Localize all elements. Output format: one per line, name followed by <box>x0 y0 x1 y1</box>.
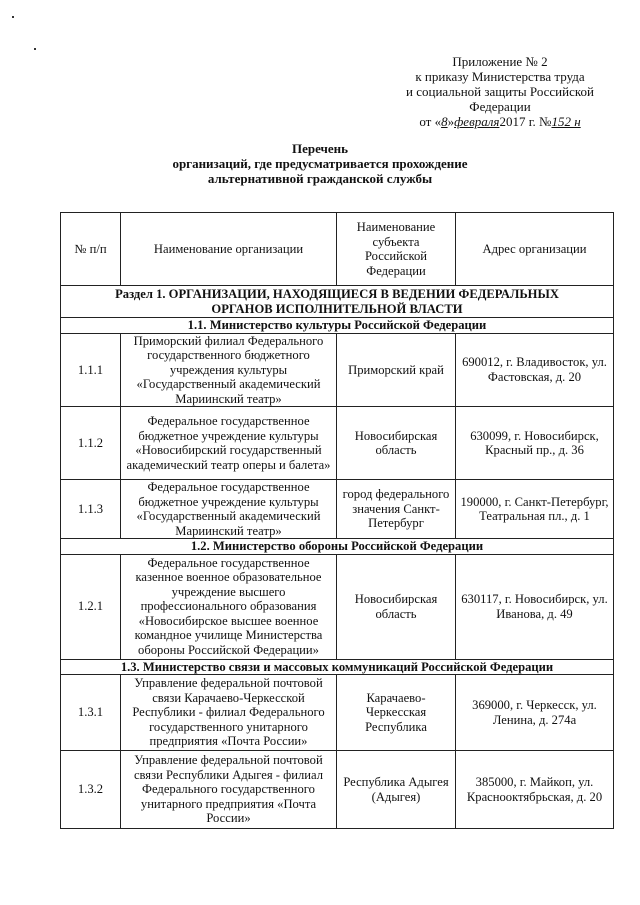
group-title: 1.2. Министерство обороны Российской Федерации <box>61 539 614 555</box>
table-row <box>61 675 614 751</box>
scan-speck <box>34 48 36 50</box>
title-line: организаций, где предусматривается прохождение <box>172 156 468 171</box>
table-row <box>61 407 614 480</box>
region-name: Новосибирская область <box>337 554 456 659</box>
column-header: Адрес организации <box>456 213 614 286</box>
date-mid: » <box>447 114 455 129</box>
group-row <box>61 659 614 675</box>
region-name: Приморский край <box>337 333 456 407</box>
organization-name: Федеральное государственное бюджетное учреждение культуры «Новосибирский государственный академический театр оперы и балета» <box>121 407 337 480</box>
organization-address: 630117, г. Новосибирск, ул. Иванова, д. 49 <box>456 554 614 659</box>
date-month: февраля <box>454 114 500 129</box>
organization-address: 369000, г. Черкесск, ул. Ленина, д. 274а <box>456 675 614 751</box>
order-date-line <box>380 114 620 129</box>
document-title <box>150 141 490 186</box>
row-number: 1.2.1 <box>61 554 121 659</box>
column-header: № п/п <box>61 213 121 286</box>
region-name: город федерального значения Санкт-Петербург <box>337 480 456 539</box>
row-number: 1.1.3 <box>61 480 121 539</box>
organization-address: 630099, г. Новосибирск, Красный пр., д. 36 <box>456 407 614 480</box>
title-line: альтернативной гражданской службы <box>207 171 433 186</box>
order-number: 152 н <box>551 114 581 129</box>
organization-name: Федеральное государственное бюджетное учреждение культуры «Государственный академический Мариинский театр» <box>121 480 337 539</box>
organization-address: 690012, г. Владивосток, ул. Фастовская, д. 20 <box>456 333 614 407</box>
table-row <box>61 480 614 539</box>
title-line: Перечень <box>291 141 349 156</box>
group-title: 1.1. Министерство культуры Российской Федерации <box>61 318 614 334</box>
appendix-line: к приказу Министерства труда <box>415 69 585 84</box>
date-year: 2017 г. № <box>499 114 552 129</box>
organization-name: Управление федеральной почтовой связи Карачаево-Черкесской Республики - филиал Федерального государственного унитарного предприятия «Почта России» <box>121 675 337 751</box>
region-name: Новосибирская область <box>337 407 456 480</box>
region-name: Республика Адыгея (Адыгея) <box>337 751 456 829</box>
organization-address: 385000, г. Майкоп, ул. Краснооктябрьская, д. 20 <box>456 751 614 829</box>
row-number: 1.1.1 <box>61 333 121 407</box>
organizations-table <box>60 212 614 829</box>
region-name: Карачаево-Черкесская Республика <box>337 675 456 751</box>
appendix-line: и социальной защиты Российской <box>406 84 594 99</box>
table-header-row <box>61 213 614 286</box>
organization-address: 190000, г. Санкт-Петербург, Театральная пл., д. 1 <box>456 480 614 539</box>
row-number: 1.3.1 <box>61 675 121 751</box>
column-header: Наименование субъекта Российской Федерации <box>337 213 456 286</box>
appendix-line: Приложение № 2 <box>452 54 548 69</box>
date-day: 8 <box>441 114 448 129</box>
group-row <box>61 539 614 555</box>
table-row <box>61 554 614 659</box>
scan-speck <box>12 16 14 18</box>
organization-name: Приморский филиал Федерального государственного бюджетного учреждения культуры «Государственный академический Мариинский театр» <box>121 333 337 407</box>
appendix-header <box>380 54 620 129</box>
organization-name: Федеральное государственное казенное военное образовательное учреждение высшего профессионального образования «Новосибирское высшее военное командное училище Министерства обороны Российской Федерации» <box>121 554 337 659</box>
section-row <box>61 286 614 318</box>
table-row <box>61 751 614 829</box>
group-title: 1.3. Министерство связи и массовых коммуникаций Российской Федерации <box>61 659 614 675</box>
date-prefix: от « <box>419 114 442 129</box>
organization-name: Управление федеральной почтовой связи Республики Адыгея - филиал Федерального государственного унитарного предприятия «Почта России» <box>121 751 337 829</box>
column-header: Наименование организации <box>121 213 337 286</box>
row-number: 1.1.2 <box>61 407 121 480</box>
table-row <box>61 333 614 407</box>
section-title: Раздел 1. ОРГАНИЗАЦИИ, НАХОДЯЩИЕСЯ В ВЕДЕНИИ ФЕДЕРАЛЬНЫХ ОРГАНОВ ИСПОЛНИТЕЛЬНОЙ ВЛАСТИ <box>61 286 614 318</box>
row-number: 1.3.2 <box>61 751 121 829</box>
group-row <box>61 318 614 334</box>
appendix-line: Федерации <box>469 99 531 114</box>
